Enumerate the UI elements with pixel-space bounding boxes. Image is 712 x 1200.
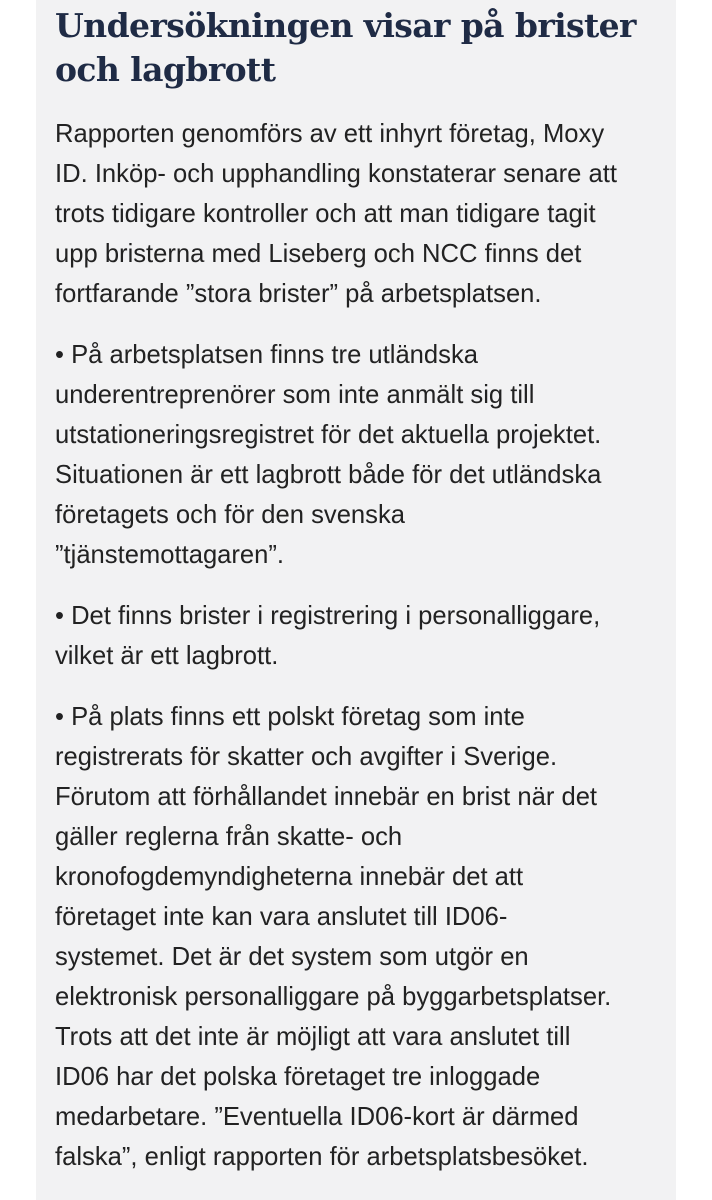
intro-paragraph: Rapporten genomförs av ett inhyrt företag, Moxy ID. Inköp- och upphandling konstaterar senare att trots tidigare kontroller och att man tidigare tagit upp bristerna med Liseberg och NCC finns det fortfarande ”stora brister” på arbetsplatsen.: [55, 120, 617, 308]
bullet-paragraph-subcontractors: • På arbetsplatsen finns tre utländska underentreprenörer som inte anmält sig till utstationeringsregistret för det aktuella projektet. Situationen är ett lagbrott både för det utländska företagets och för den svenska ”tjänstemottagaren”.: [55, 341, 602, 569]
article-panel: [36, 0, 676, 1200]
bullet-paragraph-staff-register: • Det finns brister i registrering i personalliggare, vilket är ett lagbrott.: [55, 602, 601, 670]
bullet-paragraph-polish-company: • På plats finns ett polskt företag som inte registrerats för skatter och avgifter i Sverige. Förutom att förhållandet innebär en brist när det gäller reglerna från skatte- och kronofogdemyndigheterna innebär det att företaget inte kan vara anslutet till ID06- systemet. Det är det system som utgör en elektronisk personalliggare på byggarbetsplatser. Trots att det inte är möjligt att vara anslutet till ID06 har det polska företaget tre inloggade medarbetare. ”Eventuella ID06-kort är därmed falska”, enligt rapporten för arbetsplatsbesöket.: [55, 703, 612, 1171]
article-heading: Undersökningen visar på brister och lagbrott: [55, 6, 636, 89]
article-body: [55, 114, 658, 1177]
